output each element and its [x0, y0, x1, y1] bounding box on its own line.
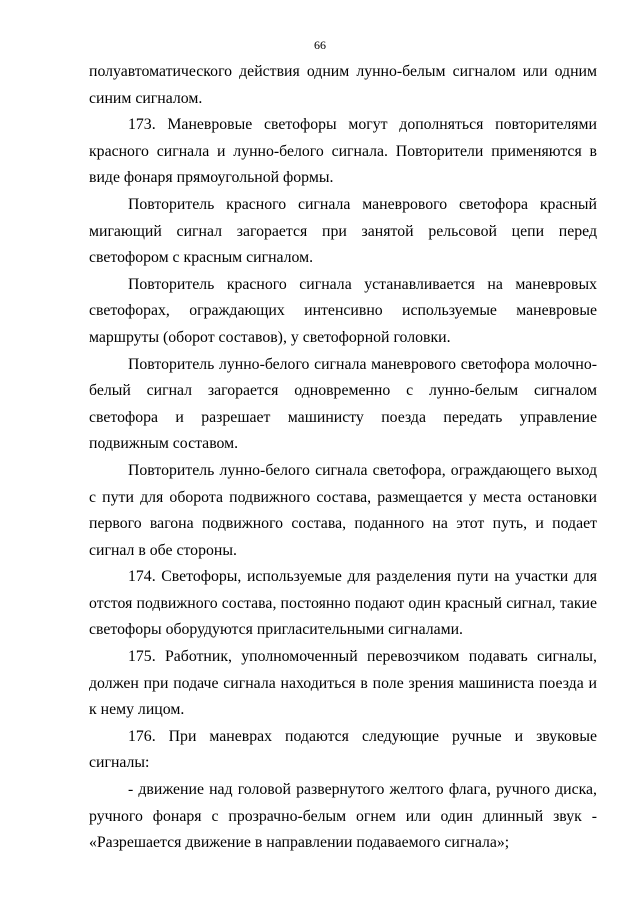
paragraph-item-174: 174. Светофоры, используемые для разделения пути на участки для отстоя подвижного состава, постоянно подают один красный сигнал, такие светофоры оборудуются пригласительными сигналами. — [89, 568, 597, 639]
page-number: 66 — [314, 38, 326, 52]
paragraph-continuation: полуавтоматического действия одним лунно-белым сигналом или одним синим сигналом. — [89, 63, 597, 107]
paragraph-item-173: 173. Маневровые светофоры могут дополняться повторителями красного сигнала и лунно-белого сигнала. Повторители применяются в виде фонаря прямоугольной формы. — [89, 116, 597, 187]
paragraph-item-175: 175. Работник, уполномоченный перевозчиком подавать сигналы, должен при подаче сигнала находиться в поле зрения машиниста поезда и к нему лицом. — [89, 648, 597, 719]
paragraph-white-repeater-exit: Повторитель лунно-белого сигнала светофора, ограждающего выход с пути для оборота подвижного состава, размещается у места остановки первого вагона подвижного состава, поданного на этот путь, и подает сигнал в обе стороны. — [89, 461, 597, 559]
paragraph-item-176: 176. При маневрах подаются следующие ручные и звуковые сигналы: — [89, 727, 597, 772]
paragraph-red-repeater-installation: Повторитель красного сигнала устанавливается на маневровых светофорах, ограждающих интенсивно используемые маневровые маршруты (оборот составов), у светофорной головки. — [89, 275, 597, 346]
paragraph-signal-list-item: - движение над головой развернутого желтого флага, ручного диска, ручного фонаря с прозрачно-белым огнем или один длинный звук - «Разрешается движение в направлении подаваемого сигнала»; — [89, 781, 597, 852]
paragraph-red-repeater-blinking: Повторитель красного сигнала маневрового светофора красный мигающий сигнал загорается при занятой рельсовой цепи перед светофором с красным сигналом. — [89, 195, 597, 267]
paragraph-white-repeater-shunting: Повторитель лунно-белого сигнала маневрового светофора молочно-белый сигнал загорается одновременно с лунно-белым сигналом светофора и разрешает машинисту поезда передать управление подвижным составом. — [89, 355, 597, 453]
document-body — [89, 59, 597, 857]
